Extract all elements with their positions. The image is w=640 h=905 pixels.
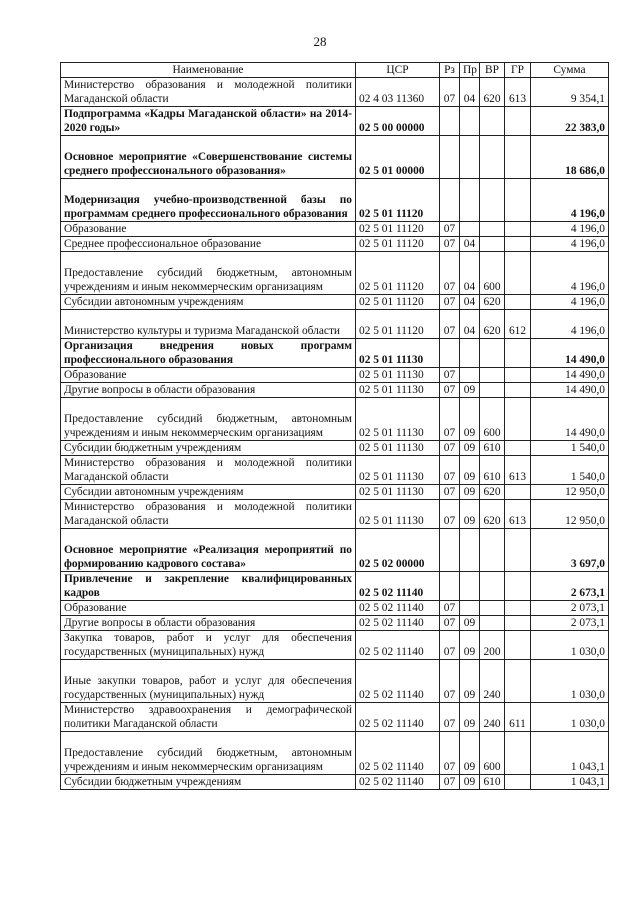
cell-vr: 620	[480, 295, 505, 310]
table-row	[61, 529, 609, 572]
cell-sum: 14 490,0	[531, 383, 609, 398]
cell-sum: 4 196,0	[531, 222, 609, 237]
cell-name: Предоставление субсидий бюджетным, автономным учреждениям и иным некоммерческим организациям	[61, 732, 356, 775]
cell-gr: 611	[505, 703, 531, 732]
cell-sum: 4 196,0	[531, 237, 609, 252]
cell-name: Субсидии бюджетным учреждениям	[61, 441, 356, 456]
cell-csr: 02 5 01 11130	[356, 456, 440, 485]
cell-name: Министерство образования и молодежной политики Магаданской области	[61, 456, 356, 485]
cell-pr: 09	[460, 500, 480, 529]
cell-name: Основное мероприятие «Реализация мероприятий по формированию кадрового состава»	[61, 529, 356, 572]
table-row	[61, 775, 609, 790]
cell-vr	[480, 368, 505, 383]
cell-csr: 02 5 02 11140	[356, 775, 440, 790]
cell-rz: 07	[440, 78, 460, 107]
header-pr: Пр	[460, 63, 480, 78]
cell-gr	[505, 775, 531, 790]
cell-gr: 613	[505, 456, 531, 485]
table-row	[61, 500, 609, 529]
cell-name: Образование	[61, 601, 356, 616]
cell-pr: 04	[460, 295, 480, 310]
cell-name: Организация внедрения новых программ профессионального образования	[61, 339, 356, 368]
cell-vr: 600	[480, 732, 505, 775]
cell-sum: 14 490,0	[531, 368, 609, 383]
cell-sum: 1 030,0	[531, 660, 609, 703]
cell-vr	[480, 383, 505, 398]
cell-csr: 02 5 01 11130	[356, 383, 440, 398]
cell-rz	[440, 179, 460, 222]
cell-rz: 07	[440, 237, 460, 252]
cell-rz: 07	[440, 252, 460, 295]
cell-sum: 1 540,0	[531, 456, 609, 485]
cell-sum: 4 196,0	[531, 179, 609, 222]
cell-sum: 9 354,1	[531, 78, 609, 107]
cell-vr	[480, 136, 505, 179]
cell-sum: 1 030,0	[531, 703, 609, 732]
cell-gr	[505, 529, 531, 572]
cell-name: Предоставление субсидий бюджетным, автономным учреждениям и иным некоммерческим организациям	[61, 252, 356, 295]
table-row	[61, 78, 609, 107]
cell-sum: 1 043,1	[531, 775, 609, 790]
cell-sum: 18 686,0	[531, 136, 609, 179]
cell-vr: 610	[480, 456, 505, 485]
page-number: 28	[313, 34, 327, 49]
cell-vr: 620	[480, 500, 505, 529]
cell-gr	[505, 616, 531, 631]
cell-sum: 1 043,1	[531, 732, 609, 775]
cell-rz: 07	[440, 310, 460, 339]
cell-pr	[460, 601, 480, 616]
cell-csr: 02 5 02 11140	[356, 703, 440, 732]
cell-pr: 09	[460, 703, 480, 732]
cell-pr: 09	[460, 398, 480, 441]
cell-pr: 04	[460, 310, 480, 339]
cell-gr	[505, 237, 531, 252]
cell-gr: 612	[505, 310, 531, 339]
cell-vr: 200	[480, 631, 505, 660]
header-gr: ГР	[505, 63, 531, 78]
cell-gr	[505, 222, 531, 237]
cell-name: Закупка товаров, работ и услуг для обеспечения государственных (муниципальных) нужд	[61, 631, 356, 660]
table-row	[61, 616, 609, 631]
table-row	[61, 339, 609, 368]
cell-vr	[480, 179, 505, 222]
cell-sum: 14 490,0	[531, 398, 609, 441]
cell-sum: 12 950,0	[531, 485, 609, 500]
cell-gr	[505, 295, 531, 310]
cell-gr	[505, 107, 531, 136]
cell-name: Министерство культуры и туризма Магаданской области	[61, 310, 356, 339]
cell-gr	[505, 339, 531, 368]
cell-gr	[505, 601, 531, 616]
cell-pr	[460, 107, 480, 136]
cell-csr: 02 5 01 00000	[356, 136, 440, 179]
header-csr: ЦСР	[356, 63, 440, 78]
cell-pr: 09	[460, 441, 480, 456]
table-row	[61, 136, 609, 179]
cell-vr: 600	[480, 252, 505, 295]
cell-gr	[505, 572, 531, 601]
cell-sum: 1 540,0	[531, 441, 609, 456]
cell-csr: 02 5 01 11120	[356, 310, 440, 339]
cell-name: Другие вопросы в области образования	[61, 383, 356, 398]
table-row	[61, 485, 609, 500]
cell-csr: 02 5 01 11130	[356, 500, 440, 529]
cell-vr	[480, 572, 505, 601]
header-sum: Сумма	[531, 63, 609, 78]
table-row	[61, 456, 609, 485]
cell-pr: 09	[460, 631, 480, 660]
cell-csr: 02 5 01 11130	[356, 441, 440, 456]
cell-pr	[460, 368, 480, 383]
table-row	[61, 295, 609, 310]
cell-sum: 22 383,0	[531, 107, 609, 136]
cell-csr: 02 5 01 11120	[356, 222, 440, 237]
cell-name: Министерство образования и молодежной политики Магаданской области	[61, 78, 356, 107]
cell-vr	[480, 222, 505, 237]
cell-pr	[460, 529, 480, 572]
cell-rz: 07	[440, 456, 460, 485]
table-row	[61, 368, 609, 383]
cell-rz: 07	[440, 660, 460, 703]
cell-csr: 02 5 01 11120	[356, 252, 440, 295]
cell-vr	[480, 107, 505, 136]
cell-name: Модернизация учебно-производственной базы по программам среднего профессионального образования	[61, 179, 356, 222]
cell-rz: 07	[440, 631, 460, 660]
cell-vr	[480, 616, 505, 631]
cell-rz: 07	[440, 398, 460, 441]
cell-name: Субсидии бюджетным учреждениям	[61, 775, 356, 790]
cell-rz	[440, 107, 460, 136]
table-row	[61, 222, 609, 237]
cell-rz	[440, 529, 460, 572]
cell-pr: 04	[460, 252, 480, 295]
cell-csr: 02 5 02 11140	[356, 572, 440, 601]
cell-pr: 04	[460, 78, 480, 107]
header-rz: Рз	[440, 63, 460, 78]
cell-csr: 02 5 00 00000	[356, 107, 440, 136]
cell-gr	[505, 368, 531, 383]
cell-csr: 02 5 02 11140	[356, 732, 440, 775]
cell-sum: 2 673,1	[531, 572, 609, 601]
cell-name: Среднее профессиональное образование	[61, 237, 356, 252]
cell-name: Субсидии автономным учреждениям	[61, 485, 356, 500]
cell-name: Субсидии автономным учреждениям	[61, 295, 356, 310]
cell-pr: 09	[460, 660, 480, 703]
cell-vr	[480, 339, 505, 368]
cell-gr	[505, 179, 531, 222]
cell-name: Привлечение и закрепление квалифицированных кадров	[61, 572, 356, 601]
cell-pr: 09	[460, 616, 480, 631]
cell-rz: 07	[440, 732, 460, 775]
cell-rz	[440, 136, 460, 179]
table-row	[61, 441, 609, 456]
cell-vr: 620	[480, 78, 505, 107]
cell-name: Образование	[61, 368, 356, 383]
cell-gr	[505, 485, 531, 500]
table-row	[61, 660, 609, 703]
cell-pr: 09	[460, 456, 480, 485]
cell-pr: 09	[460, 732, 480, 775]
cell-csr: 02 5 01 11130	[356, 339, 440, 368]
table-row	[61, 572, 609, 601]
cell-rz: 07	[440, 368, 460, 383]
cell-pr	[460, 136, 480, 179]
table-row	[61, 732, 609, 775]
cell-vr: 610	[480, 441, 505, 456]
cell-gr	[505, 631, 531, 660]
cell-vr	[480, 601, 505, 616]
cell-name: Основное мероприятие «Совершенствование системы среднего профессионального образования»	[61, 136, 356, 179]
cell-vr	[480, 529, 505, 572]
cell-vr: 620	[480, 310, 505, 339]
cell-sum: 4 196,0	[531, 252, 609, 295]
cell-csr: 02 5 01 11130	[356, 398, 440, 441]
cell-gr	[505, 383, 531, 398]
cell-rz	[440, 572, 460, 601]
table-row	[61, 107, 609, 136]
cell-vr: 620	[480, 485, 505, 500]
cell-csr: 02 5 01 11120	[356, 179, 440, 222]
cell-gr	[505, 660, 531, 703]
cell-gr	[505, 136, 531, 179]
table-row	[61, 631, 609, 660]
table-body	[61, 78, 609, 790]
cell-rz	[440, 339, 460, 368]
cell-sum: 2 073,1	[531, 616, 609, 631]
cell-rz: 07	[440, 222, 460, 237]
table-row	[61, 703, 609, 732]
cell-sum: 1 030,0	[531, 631, 609, 660]
cell-vr: 240	[480, 703, 505, 732]
cell-pr: 09	[460, 383, 480, 398]
cell-gr	[505, 252, 531, 295]
cell-vr: 240	[480, 660, 505, 703]
cell-sum: 12 950,0	[531, 500, 609, 529]
cell-pr	[460, 572, 480, 601]
cell-rz: 07	[440, 383, 460, 398]
cell-csr: 02 5 02 11140	[356, 616, 440, 631]
budget-table	[60, 62, 609, 790]
cell-pr: 04	[460, 237, 480, 252]
cell-name: Другие вопросы в области образования	[61, 616, 356, 631]
cell-gr	[505, 732, 531, 775]
cell-name: Образование	[61, 222, 356, 237]
cell-rz: 07	[440, 703, 460, 732]
table-row	[61, 398, 609, 441]
cell-gr: 613	[505, 78, 531, 107]
table-row	[61, 601, 609, 616]
cell-csr: 02 5 02 11140	[356, 631, 440, 660]
cell-csr: 02 4 03 11360	[356, 78, 440, 107]
table-header-row	[61, 63, 609, 78]
cell-rz: 07	[440, 485, 460, 500]
table-row	[61, 237, 609, 252]
cell-csr: 02 5 02 11140	[356, 601, 440, 616]
cell-name: Министерство здравоохранения и демографической политики Магаданской области	[61, 703, 356, 732]
table-row	[61, 310, 609, 339]
cell-sum: 4 196,0	[531, 295, 609, 310]
cell-csr: 02 5 01 11130	[356, 485, 440, 500]
cell-csr: 02 5 02 00000	[356, 529, 440, 572]
cell-rz: 07	[440, 295, 460, 310]
cell-sum: 3 697,0	[531, 529, 609, 572]
cell-csr: 02 5 01 11130	[356, 368, 440, 383]
cell-vr	[480, 237, 505, 252]
cell-name: Иные закупки товаров, работ и услуг для обеспечения государственных (муниципальных) нужд	[61, 660, 356, 703]
cell-name: Министерство образования и молодежной политики Магаданской области	[61, 500, 356, 529]
cell-pr: 09	[460, 775, 480, 790]
cell-gr: 613	[505, 500, 531, 529]
cell-rz: 07	[440, 775, 460, 790]
header-vr: ВР	[480, 63, 505, 78]
cell-csr: 02 5 01 11120	[356, 295, 440, 310]
cell-sum: 14 490,0	[531, 339, 609, 368]
cell-sum: 4 196,0	[531, 310, 609, 339]
cell-gr	[505, 441, 531, 456]
cell-csr: 02 5 02 11140	[356, 660, 440, 703]
table-row	[61, 179, 609, 222]
cell-pr: 09	[460, 485, 480, 500]
cell-csr: 02 5 01 11120	[356, 237, 440, 252]
cell-name: Подпрограмма «Кадры Магаданской области» на 2014-2020 годы»	[61, 107, 356, 136]
cell-gr	[505, 398, 531, 441]
cell-rz: 07	[440, 616, 460, 631]
cell-vr: 600	[480, 398, 505, 441]
cell-vr: 610	[480, 775, 505, 790]
cell-pr	[460, 222, 480, 237]
table-row	[61, 252, 609, 295]
cell-rz: 07	[440, 601, 460, 616]
header-name: Наименование	[61, 63, 356, 78]
cell-sum: 2 073,1	[531, 601, 609, 616]
cell-pr	[460, 339, 480, 368]
cell-rz: 07	[440, 441, 460, 456]
table-row	[61, 383, 609, 398]
cell-rz: 07	[440, 500, 460, 529]
cell-pr	[460, 179, 480, 222]
cell-name: Предоставление субсидий бюджетным, автономным учреждениям и иным некоммерческим организациям	[61, 398, 356, 441]
